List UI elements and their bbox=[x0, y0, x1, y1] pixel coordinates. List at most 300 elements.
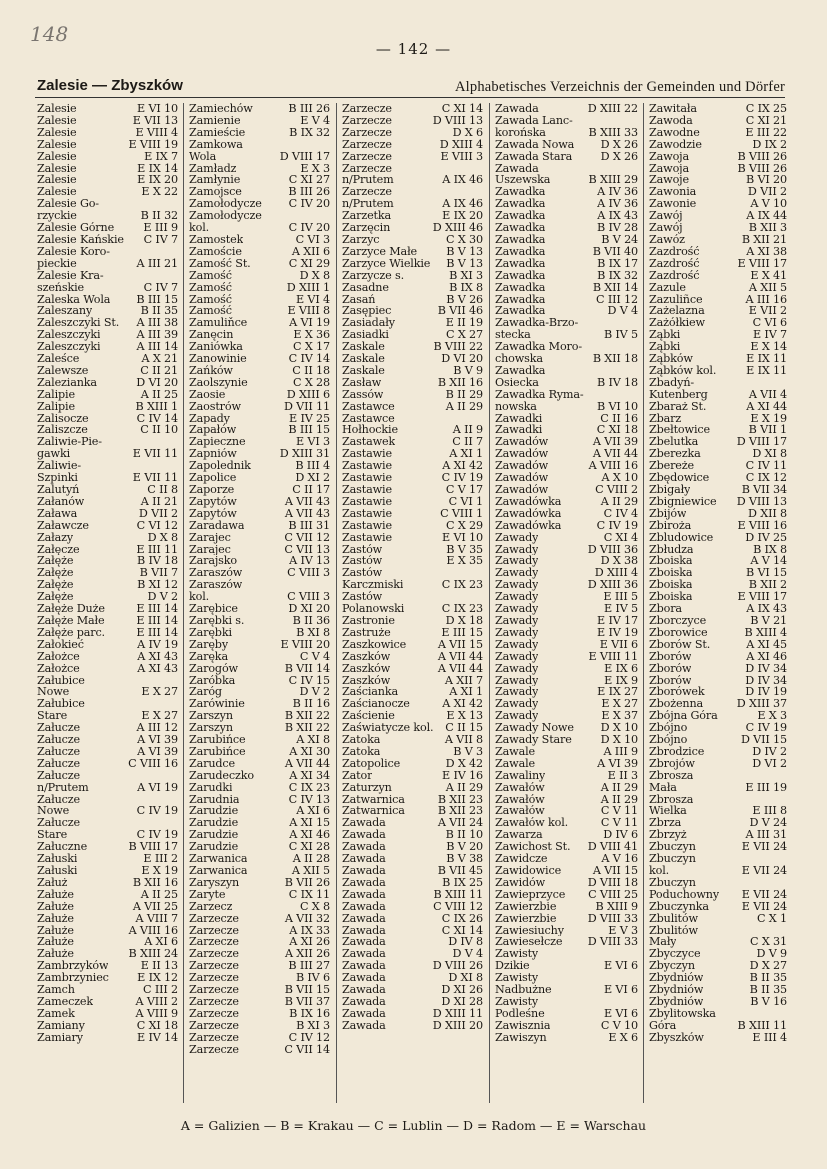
place-name: Zbydniów bbox=[649, 972, 704, 985]
map-reference: B V 16 bbox=[750, 994, 787, 1008]
place-name: Zawada bbox=[342, 841, 386, 854]
map-reference: E V 4 bbox=[300, 113, 330, 127]
map-reference: D VIII 36 bbox=[587, 542, 638, 556]
place-name: Zbadyń- bbox=[649, 376, 695, 389]
index-entry bbox=[342, 901, 483, 913]
place-name: Zawada bbox=[342, 912, 386, 925]
place-name: Zbrzyż bbox=[649, 829, 687, 842]
place-name: Zamiechów bbox=[189, 103, 253, 115]
index-entry bbox=[649, 127, 787, 139]
place-name: Zawichost St. bbox=[495, 841, 571, 854]
index-entry bbox=[189, 1020, 330, 1032]
map-reference: C IV 14 bbox=[288, 352, 330, 366]
index-entry bbox=[495, 651, 638, 663]
map-reference: E VIII 3 bbox=[440, 149, 483, 163]
map-reference: D X 10 bbox=[600, 733, 638, 747]
place-name: n/Prutem bbox=[37, 781, 89, 794]
place-name: Zawadka bbox=[495, 245, 546, 258]
map-reference: E VI 10 bbox=[442, 530, 483, 544]
map-reference: B IX 17 bbox=[597, 256, 638, 270]
index-entry bbox=[342, 913, 483, 925]
place-name: Zbulitów bbox=[649, 924, 698, 937]
map-reference: A III 39 bbox=[136, 328, 178, 342]
place-name: Zawałów bbox=[495, 781, 545, 794]
index-entry bbox=[342, 508, 483, 520]
map-reference: C IX 23 bbox=[288, 780, 330, 794]
map-reference: A XI 44 bbox=[746, 399, 787, 413]
index-entry bbox=[495, 508, 638, 520]
map-reference: E X 22 bbox=[141, 185, 178, 199]
map-reference: D X 8 bbox=[299, 268, 330, 282]
place-name: Zbrosza bbox=[649, 793, 694, 806]
place-name: Zapolednik bbox=[189, 460, 251, 473]
place-name: Zawiesełcze bbox=[495, 936, 563, 949]
index-entry bbox=[37, 448, 178, 460]
place-name: Zaręby bbox=[189, 638, 228, 651]
map-reference: A XI 42 bbox=[442, 459, 483, 473]
map-reference: A VII 15 bbox=[437, 637, 483, 651]
place-name: Zambrzyków bbox=[37, 960, 109, 973]
map-reference: A XI 46 bbox=[289, 828, 330, 842]
place-name: Zaradawa bbox=[189, 519, 245, 532]
place-name: Załuże bbox=[37, 900, 74, 913]
map-reference: D X 6 bbox=[452, 125, 483, 139]
place-name: Zawady bbox=[495, 710, 539, 723]
place-name: Zamiary bbox=[37, 1031, 83, 1044]
place-name: Zaświatycze kol. bbox=[342, 722, 434, 735]
place-name: Zarębki bbox=[189, 626, 232, 639]
map-reference: A VI 39 bbox=[137, 744, 178, 758]
place-name: Zawada bbox=[342, 948, 386, 961]
map-reference: C IV 12 bbox=[288, 1030, 330, 1044]
index-entry bbox=[37, 282, 178, 294]
map-reference: B VIII 17 bbox=[128, 840, 178, 854]
map-reference: A VIII 9 bbox=[135, 1006, 178, 1020]
place-name: Uszewska bbox=[495, 174, 551, 187]
place-name: Zborów bbox=[649, 674, 692, 687]
index-entry bbox=[37, 663, 178, 675]
place-name: Zarudnia bbox=[189, 793, 240, 806]
place-name: Zalipie bbox=[37, 388, 75, 401]
map-reference: B XIII 9 bbox=[595, 899, 638, 913]
index-entry bbox=[495, 901, 638, 913]
place-name: Zawadka bbox=[495, 269, 546, 282]
map-reference: E IX 7 bbox=[144, 149, 178, 163]
place-name: Zaostrów bbox=[189, 400, 241, 413]
map-reference: E X 35 bbox=[446, 554, 483, 568]
place-name: Zbuczynka bbox=[649, 900, 709, 913]
index-entry bbox=[189, 913, 330, 925]
place-name: Zarudzie bbox=[189, 829, 239, 842]
map-reference: D VIII 26 bbox=[432, 959, 483, 973]
index-entry bbox=[189, 532, 330, 544]
map-reference: B VII 26 bbox=[284, 875, 330, 889]
place-name: Zaliszcze bbox=[37, 424, 88, 437]
index-entry bbox=[342, 151, 483, 163]
index-entry bbox=[37, 270, 178, 282]
place-name: Zawadów bbox=[495, 460, 549, 473]
place-name: Ząbki bbox=[649, 329, 681, 342]
map-reference: A IX 44 bbox=[746, 209, 787, 223]
place-name: Zalesie bbox=[37, 126, 77, 139]
place-name: Zbulitów bbox=[649, 912, 698, 925]
place-name: Zarajsko bbox=[189, 555, 237, 568]
place-name: Zastów bbox=[342, 591, 383, 604]
map-reference: B V 21 bbox=[750, 613, 787, 627]
place-name: Zawale bbox=[495, 757, 535, 770]
index-entry bbox=[342, 1008, 483, 1020]
map-reference: A VII 43 bbox=[284, 494, 330, 508]
map-reference: B IV 18 bbox=[136, 554, 178, 568]
index-entry bbox=[495, 103, 638, 115]
map-reference: E X 41 bbox=[750, 268, 787, 282]
map-reference: B XIII 4 bbox=[744, 625, 787, 639]
map-reference: D VIII 17 bbox=[736, 435, 787, 449]
map-reference: C XI 28 bbox=[288, 840, 330, 854]
header-rule bbox=[35, 97, 785, 98]
map-reference: C IV 7 bbox=[143, 232, 178, 246]
map-reference: E III 2 bbox=[143, 852, 178, 866]
place-name: Zborczyce bbox=[649, 614, 707, 627]
index-entry bbox=[649, 532, 787, 544]
map-reference: B VII 46 bbox=[437, 304, 483, 318]
place-name: Zastawce bbox=[342, 412, 395, 425]
place-name: Stare bbox=[37, 829, 68, 842]
map-reference: D IV 8 bbox=[448, 935, 483, 949]
map-reference: D V 4 bbox=[607, 304, 638, 318]
map-reference: A IX 46 bbox=[442, 173, 483, 187]
map-reference: B V 3 bbox=[453, 744, 483, 758]
place-name: Ząbków bbox=[649, 353, 693, 365]
map-reference: D VIII 33 bbox=[587, 911, 638, 925]
place-name: Zawada bbox=[495, 103, 539, 115]
map-reference: C X 27 bbox=[446, 328, 483, 342]
map-reference: D VII 2 bbox=[138, 506, 178, 520]
place-name: Zawada bbox=[342, 900, 386, 913]
place-name: Zańków bbox=[189, 364, 233, 377]
place-name: Zasiadki bbox=[342, 329, 389, 342]
place-name: Zawale bbox=[495, 745, 535, 758]
place-name: Zawadka bbox=[495, 364, 546, 377]
place-name: Wola bbox=[189, 150, 217, 163]
map-reference: E II 3 bbox=[607, 768, 638, 782]
map-reference: D X 18 bbox=[445, 613, 483, 627]
place-name: kol. bbox=[189, 222, 210, 234]
place-name: Zarębice bbox=[189, 603, 238, 615]
place-name: Poduchowny bbox=[649, 888, 719, 901]
map-reference: A XI 15 bbox=[289, 816, 330, 830]
map-reference: C IV 20 bbox=[288, 221, 330, 235]
place-name: stecka bbox=[495, 329, 531, 342]
place-name: Zapady bbox=[189, 412, 230, 425]
place-name: Zawadówka bbox=[495, 495, 562, 508]
place-name: Zborówek bbox=[649, 686, 705, 699]
place-name: Mała bbox=[649, 781, 677, 794]
place-name: Załęże bbox=[37, 555, 74, 568]
place-name: Załuczne bbox=[37, 841, 88, 854]
place-name: Zarudeczko bbox=[189, 769, 254, 782]
place-name: Załęże bbox=[37, 579, 74, 592]
place-name: Zawadka bbox=[495, 305, 546, 318]
map-reference: C III 12 bbox=[596, 292, 638, 306]
place-name: Zaszkowice bbox=[342, 638, 407, 651]
place-name: Zbyczyn bbox=[649, 960, 695, 973]
place-name: Zaliwie- bbox=[37, 460, 81, 473]
place-name: Zaleszczyki St. bbox=[37, 317, 120, 330]
map-reference: A VII 44 bbox=[592, 447, 638, 461]
index-entry bbox=[495, 639, 638, 651]
place-name: Zaryszyn bbox=[189, 876, 240, 889]
map-reference: A II 29 bbox=[600, 494, 638, 508]
place-name: Zaróbka bbox=[189, 674, 236, 687]
place-name: Zawada bbox=[342, 984, 386, 996]
map-reference: D V 2 bbox=[299, 685, 330, 699]
place-name: Zator bbox=[342, 769, 373, 782]
index-entry bbox=[189, 1008, 330, 1020]
place-name: Zastawie bbox=[342, 460, 392, 473]
place-name: Zarudzie bbox=[189, 817, 239, 830]
map-reference: C V 17 bbox=[445, 483, 483, 496]
place-name: Zbijów bbox=[649, 507, 687, 520]
index-entry bbox=[649, 282, 787, 294]
index-entry bbox=[649, 389, 787, 401]
map-reference: E III 22 bbox=[745, 125, 787, 139]
map-reference: A XI 30 bbox=[289, 744, 330, 758]
place-name: Zawonia bbox=[649, 186, 697, 199]
place-name: Zalesie bbox=[37, 162, 77, 175]
map-reference: B IX 8 bbox=[753, 542, 787, 556]
map-reference: D XIII 4 bbox=[439, 137, 483, 151]
map-reference: E X 19 bbox=[750, 411, 787, 425]
place-name: Zbrojów bbox=[649, 757, 695, 770]
place-name: Zastawce bbox=[342, 400, 395, 413]
legend-footer: A = Galizien — B = Krakau — C = Lublin — D = Radom — E = Warschau bbox=[180, 1118, 647, 1133]
place-name: Zbarz bbox=[649, 412, 682, 425]
place-name: Zaręka bbox=[189, 650, 228, 663]
map-reference: D IV 34 bbox=[745, 673, 787, 687]
map-reference: C VI 12 bbox=[136, 518, 178, 532]
map-reference: A II 21 bbox=[140, 494, 178, 508]
index-entry bbox=[495, 270, 638, 282]
place-name: Zarębki s. bbox=[189, 614, 245, 627]
place-name: Zamłynie bbox=[189, 174, 241, 187]
index-entry bbox=[37, 1032, 178, 1044]
place-name: Zamość bbox=[189, 281, 232, 294]
place-name: Zarzyce Małe bbox=[342, 245, 418, 258]
map-reference: E X 3 bbox=[300, 161, 330, 175]
place-name: Zawałów bbox=[495, 805, 545, 818]
place-name: Zazdrość bbox=[649, 269, 700, 282]
place-name: Zalesie Kańskie bbox=[37, 233, 124, 246]
place-name: Zaleśce bbox=[37, 353, 80, 365]
map-reference: A XII 7 bbox=[444, 673, 483, 687]
map-reference: E III 4 bbox=[752, 1030, 787, 1044]
place-name: Załucze bbox=[37, 793, 81, 806]
place-name: Zasań bbox=[342, 293, 376, 306]
place-name: Zalewsze bbox=[37, 364, 89, 377]
index-entry bbox=[189, 567, 330, 579]
map-reference: E VI 3 bbox=[296, 435, 330, 449]
place-name: Zawada bbox=[342, 876, 386, 889]
place-name: Załucze bbox=[37, 757, 81, 770]
index-entry bbox=[495, 936, 638, 948]
index-entry bbox=[37, 151, 178, 163]
place-name: Zalesie bbox=[37, 138, 77, 151]
place-name: kol. bbox=[189, 591, 210, 604]
map-reference: B XIII 29 bbox=[588, 173, 638, 187]
index-entry bbox=[495, 663, 638, 675]
place-name: Zarzecze bbox=[189, 1019, 239, 1032]
place-name: Zamość St. bbox=[189, 257, 251, 270]
index-column-4 bbox=[495, 103, 638, 1103]
place-name: Zawarza bbox=[495, 829, 543, 842]
map-reference: D XIII 20 bbox=[432, 1018, 483, 1032]
map-reference: E VIII 19 bbox=[128, 137, 178, 151]
index-entry bbox=[37, 627, 178, 639]
place-name: Szpinki bbox=[37, 472, 78, 484]
index-entry bbox=[37, 234, 178, 246]
index-entry bbox=[649, 246, 787, 258]
index-entry bbox=[37, 1008, 178, 1020]
place-name: Zawady bbox=[495, 567, 539, 580]
place-name: Zamienie bbox=[189, 114, 241, 127]
place-name: Zawadówka bbox=[495, 519, 562, 532]
map-reference: E IX 6 bbox=[604, 661, 638, 675]
place-name: Zborów bbox=[649, 650, 692, 663]
map-reference: E IV 16 bbox=[442, 768, 483, 782]
place-name: Zawadów bbox=[495, 436, 549, 449]
place-name: Zarudzie bbox=[189, 841, 239, 854]
place-name: Zawadka bbox=[495, 186, 546, 199]
place-name: Załucze bbox=[37, 734, 81, 746]
map-reference: E VII 11 bbox=[132, 447, 178, 461]
place-name: Zarówinie bbox=[189, 698, 245, 711]
map-reference: E VI 10 bbox=[137, 103, 178, 115]
place-name: Zalesie bbox=[37, 114, 77, 127]
map-reference: D XI 28 bbox=[441, 994, 483, 1008]
index-column-2 bbox=[189, 103, 330, 1103]
index-entry bbox=[342, 174, 483, 186]
place-name: Zbrosza bbox=[649, 769, 694, 782]
place-name: Zamołodycze bbox=[189, 210, 262, 223]
map-reference: D X 10 bbox=[600, 721, 638, 735]
map-reference: D X 8 bbox=[147, 530, 178, 544]
map-reference: A XI 8 bbox=[296, 733, 330, 747]
place-name: Zarzecze bbox=[342, 126, 392, 139]
map-reference: B XI 12 bbox=[137, 578, 178, 592]
page-number: — 142 — bbox=[375, 40, 452, 58]
place-name: Zboiska bbox=[649, 579, 693, 592]
place-name: Zawada bbox=[342, 1019, 386, 1032]
place-name: Zarogów bbox=[189, 662, 238, 675]
map-reference: E IX 11 bbox=[746, 352, 787, 366]
index-entry bbox=[37, 1020, 178, 1032]
map-reference: E X 6 bbox=[608, 1030, 638, 1044]
place-name: Zawałów kol. bbox=[495, 817, 569, 830]
index-entry bbox=[649, 520, 787, 532]
place-name: Zapałów bbox=[189, 424, 237, 437]
place-name: Zaława bbox=[37, 507, 78, 520]
index-entry bbox=[189, 520, 330, 532]
place-name: Zboiska bbox=[649, 567, 693, 580]
map-reference: C IX 25 bbox=[745, 103, 787, 115]
map-reference: B III 26 bbox=[288, 185, 330, 199]
place-name: Zawaliny bbox=[495, 769, 546, 782]
place-name: Zawadka bbox=[495, 222, 546, 234]
map-reference: A VII 44 bbox=[437, 661, 483, 675]
index-entry bbox=[342, 127, 483, 139]
place-name: Zasiadały bbox=[342, 317, 395, 330]
index-entry bbox=[342, 401, 483, 413]
map-reference: E X 3 bbox=[757, 709, 787, 723]
place-name: Zbigniewice bbox=[649, 495, 717, 508]
index-entry bbox=[189, 258, 330, 270]
map-reference: C XI 18 bbox=[136, 1018, 178, 1032]
index-column-3 bbox=[342, 103, 483, 1103]
map-reference: C II 18 bbox=[292, 363, 330, 377]
place-name: szeńskie bbox=[37, 281, 84, 294]
map-reference: E II 19 bbox=[445, 316, 483, 330]
map-reference: E VII 24 bbox=[741, 899, 787, 913]
index-entry bbox=[189, 401, 330, 413]
index-entry bbox=[649, 865, 787, 877]
place-name: Zassów bbox=[342, 388, 384, 401]
map-reference: B VII 37 bbox=[284, 994, 330, 1008]
place-name: Hołhockie bbox=[342, 424, 398, 437]
place-name: Zalisocze bbox=[37, 412, 89, 425]
index-entry bbox=[495, 151, 638, 163]
map-reference: A VII 32 bbox=[284, 911, 330, 925]
index-entry bbox=[649, 996, 787, 1008]
place-name: Zawadka Moro- bbox=[495, 341, 582, 354]
map-reference: E VI 6 bbox=[604, 1006, 638, 1020]
map-reference: D V 2 bbox=[147, 590, 178, 604]
place-name: Załuże bbox=[37, 888, 74, 901]
index-entry bbox=[495, 258, 638, 270]
map-reference: A XI 26 bbox=[289, 935, 330, 949]
place-name: Zawidowice bbox=[495, 865, 562, 877]
map-reference: C VII 13 bbox=[284, 542, 330, 556]
place-name: Zboiska bbox=[649, 591, 693, 604]
index-entry bbox=[189, 377, 330, 389]
map-reference: B IX 32 bbox=[289, 125, 330, 139]
running-head-title: Alphabetisches Verzeichnis der Gemeinden und Dörfer bbox=[454, 79, 785, 95]
map-reference: B VII 14 bbox=[284, 661, 330, 675]
map-reference: B XI 3 bbox=[296, 1018, 330, 1032]
index-entry bbox=[37, 258, 178, 270]
place-name: Zawadka bbox=[495, 293, 546, 306]
map-reference: A IX 43 bbox=[746, 602, 787, 616]
place-name: Zaścienie bbox=[342, 710, 395, 723]
map-reference: A XI 46 bbox=[746, 649, 787, 663]
column-divider bbox=[183, 103, 184, 1103]
map-reference: C XI 14 bbox=[441, 923, 483, 937]
map-reference: D XII 8 bbox=[748, 506, 787, 520]
place-name: Zawałów bbox=[495, 793, 545, 806]
place-name: Zalesie bbox=[37, 150, 77, 163]
place-name: Podleśne bbox=[495, 1007, 545, 1020]
map-reference: C V 11 bbox=[600, 816, 638, 830]
place-name: Zapieczne bbox=[189, 436, 246, 449]
map-reference: A VII 24 bbox=[437, 816, 483, 830]
map-reference: A VII 44 bbox=[284, 756, 330, 770]
place-name: Zarubińce bbox=[189, 734, 246, 746]
index-entry bbox=[649, 151, 787, 163]
map-reference: C IV 11 bbox=[745, 459, 787, 473]
place-name: Zarudzie bbox=[189, 805, 239, 818]
map-reference: A III 38 bbox=[136, 316, 178, 330]
map-reference: A VI 39 bbox=[137, 733, 178, 747]
